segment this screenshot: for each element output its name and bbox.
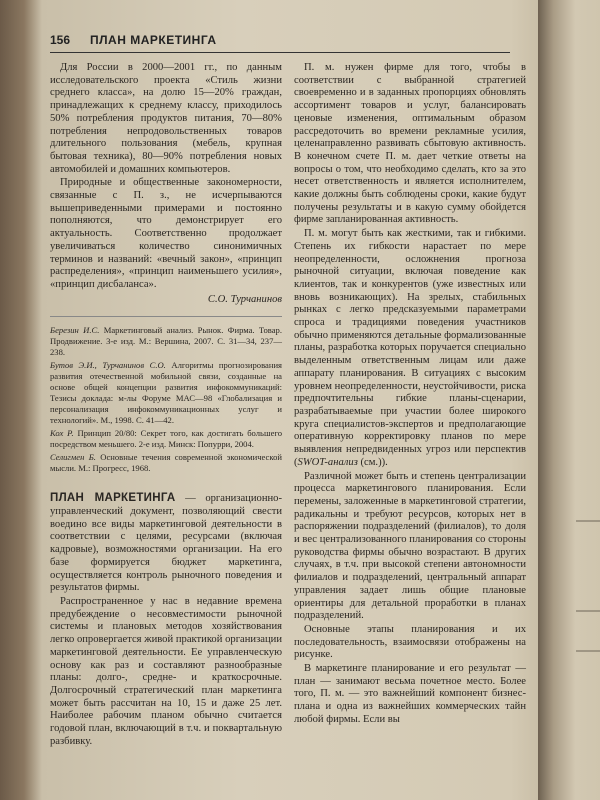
running-title: ПЛАН МАРКЕТИНГА (90, 33, 217, 47)
reference-item (50, 360, 282, 426)
author-signature: С.О. Турчанинов (207, 293, 282, 305)
paragraph: П. м. нужен фирме для того, чтобы в соответствии с выбранной стратегией своевременно и в заданных пропорциях обновлять ассортимент товаров и услуг, балансировать ценовые изменения, оптимальным образом рассредоточить во времени рекламные усилия, целенаправленно развивать сбытовую активность. В конечном счете П. м. дает четкие ответы на вопросы о том, что необходимо сделать, кто за это несет ответственность и является исполнителем, какие должны быть соблюдены сроки, какие будут получены результаты и в какую сумму обойдется фирме запланированная активность. (294, 62, 526, 226)
reference-item (50, 428, 282, 450)
reference-author: Кох Р. (50, 428, 74, 439)
references-list (50, 316, 282, 474)
paragraph (294, 228, 526, 469)
left-column (50, 62, 282, 749)
reference-author: Селигмен Б. (50, 452, 96, 463)
dictionary-entry (50, 492, 282, 748)
reference-text: Основные течения современной экономической мысли. М.: Прогресс, 1968. (50, 452, 282, 474)
reference-text: Маркетинговый анализ. Рынок. Фирма. Товар. Продвижение. 3-е изд. М.: Вершина, 2007. С. 31—34, 237—238. (50, 325, 282, 358)
paragraph: Основные этапы планирования и их последовательность, взаимосвязи отображены на рисунке. (294, 623, 526, 661)
page-number: 156 (50, 33, 71, 47)
text-fragment (576, 520, 600, 522)
reference-item (50, 452, 282, 474)
reference-text: Алгоритмы прогнозирования развития отечественной мобильной связи, созданные на основе общей концепции развития инфокоммуникаций: Тезисы доклада: м-лы Форуме МАС—98 «Глобализация и персонализация инфокоммуникационных услуг и технологий». М., 1998. С. 41—42. (50, 360, 282, 426)
paragraph: Распространенное у нас в недавние времена предубеждение о несовместимости рыночной системы и плановых методов хозяйствования легко опровергается живой практикой организации маркетинговой деятельности. Ее управленческую основу как раз и составляют разнообразные планы: долго-, средне- и краткосрочные. Долгосрочный стратегический план маркетинга может быть рассчитан на 10, 15 и даже 25 лет. Наиболее рабочим планом обычно считается годовой план, включающий в т.ч. и поквартальную разбивку. (50, 595, 282, 747)
cross-reference: SWOT-анализ (297, 456, 358, 468)
paragraph-text: П. м. могут быть как жесткими, так и гибкими. Степень их гибкости нарастает по мере неопределенности, осложнения прогноза рыночной ситуации, включая поведение как клиентов, так и конкурентов (уже известных или вновь возникающих). На зрелых, стабильных рынках с легко предсказуемыми параметрами спроса и традициями поведения участников обычно применяются детальные формализованные планы, разработка которых поручается специально выделенным ответственным лицам или даже аппарату планирования. В ситуациях с высоким уровнем неопределенности, неустойчивости, риска предпочтительны гибкие планы-сценарии, разрабатываемые при участии более широкого круга специалистов-экспертов и предполагающие оперативную корректировку планов по мере выявления непредвиденных угроз или перспектив ( (294, 228, 526, 468)
reference-author: Бутов Э.И., Турчанинов С.О. (50, 360, 166, 371)
reference-item (50, 325, 282, 358)
reference-text: Принцип 20/80: Секрет того, как достигать большего посредством меньшего. 2-е изд. Минск: Попурри, 2004. (50, 428, 282, 450)
text-fragment (576, 610, 600, 612)
right-column (294, 62, 526, 728)
paragraph: Для России в 2000—2001 гг., по данным исследовательского проекта «Стиль жизни среднего класса», на долю 15—20% граждан, принадлежащих к среднему классу, приходилось 50% потребления продуктов питания, 70—80% потребления непродовольственных товаров длительного пользования (мебель, крупная бытовая техника), 80—90% потребления новых автомобилей и домашних компьютеров. (50, 62, 282, 175)
paragraph: Природные и общественные закономерности, связанные с П. з., не исчерпываются вышеприведенными примерами и постоянно пополняются, что демонстрирует его актуальность. Соответственно продолжает увеличиваться количество синонимичных терминов и названий: «вечный закон», «принцип распределения», «принцип наименьшего усилия», «принцип дисбаланса». (50, 177, 282, 290)
facing-page-edge (538, 0, 600, 800)
entry-definition-text: — организационно-управленческий документ, позволяющий свести воедино все виды маркетинговой деятельности в соответствии с целями, ресурсами (включая кадровые), возможностями организации. На его базе формируется бюджет маркетинга, осуществляется контроль рыночного поведения и результатов фирмы. (50, 493, 282, 594)
running-header (50, 30, 510, 53)
paragraph-text-end: (см.)). (357, 456, 388, 468)
paragraph: Различной может быть и степень централизации процесса маркетингового планирования. Если перемены, заложенные в маркетинговой стратегии, радикальны и требуют ресурсов, которых нет в распоряжении подразделений (филиалов), то доля и вес централизованного планирования со стороны руководства фирмы обычно возрастают. В других случаях, в т.ч. при высокой степени автономности филиалов и подразделений, центральный аппарат управления задает лишь общие плановые ориентиры для детальной проработки в планах подразделений. (294, 470, 526, 622)
entry-headword: ПЛАН МАРКЕТИНГА (50, 492, 176, 505)
book-page (22, 18, 542, 800)
entry-definition (50, 492, 282, 595)
paragraph: В маркетинге планирование и его результат — план — занимают весьма почетное место. Более того, П. м. — это важнейший компонент бизнес-плана и одна из важнейших коммерческих тайн любой фирмы. Если вы (294, 663, 526, 725)
text-fragment (576, 650, 600, 652)
reference-author: Березин И.С. (50, 325, 100, 336)
